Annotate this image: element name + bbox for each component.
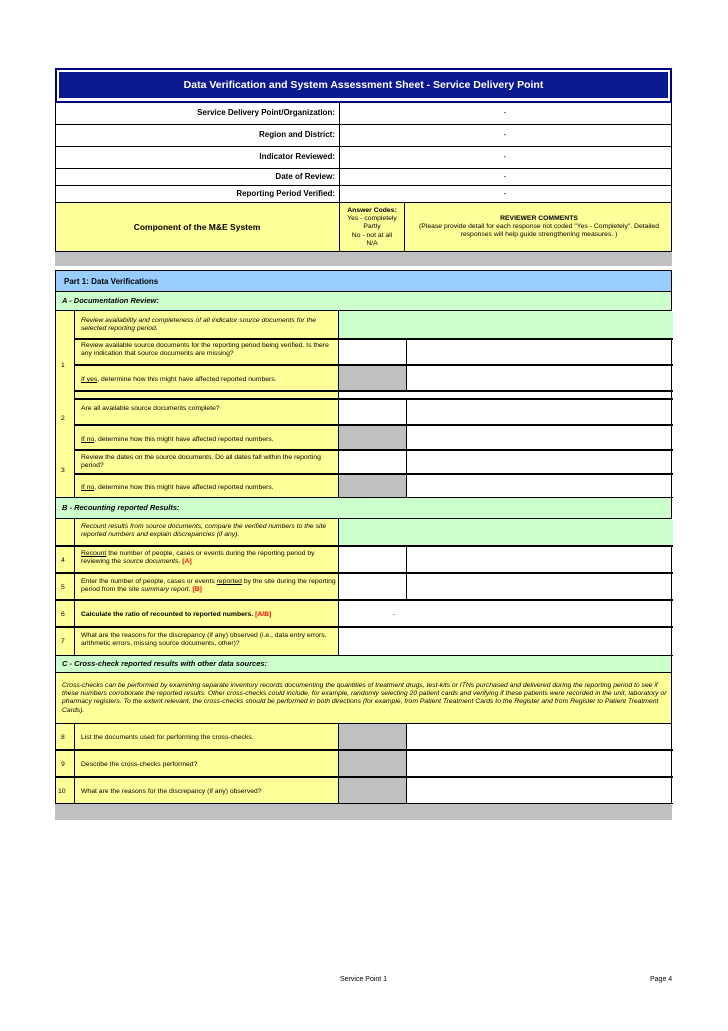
comment-2a[interactable]	[406, 399, 673, 425]
comment-1b[interactable]	[406, 365, 673, 391]
comment-2b[interactable]	[406, 425, 673, 450]
comment-10[interactable]	[406, 777, 673, 804]
component-header: Component of the M&E System	[133, 222, 261, 232]
column-header	[55, 202, 672, 252]
organization-value[interactable]: -	[503, 108, 507, 117]
info-row-organization: Service Delivery Point/Organization: -	[55, 103, 672, 125]
answer-4[interactable]	[338, 546, 407, 573]
title-bar	[55, 68, 672, 103]
region-value[interactable]: -	[503, 130, 507, 139]
info-row-indicator: Indicator Reviewed: -	[55, 147, 672, 169]
answer-3a[interactable]	[338, 450, 407, 474]
section-c-intro: Cross-checks can be performed by examining separate inventory records documenting the quantities of treatment drugs, test-kits or ITNs purchased and delivered during the reporting period to see if these numbers corroborate the reported results. Other cross-checks could include, for example, randomly selecting 20 patient cards and verifying if these patients were recorded in the unit, laboratory or pharmacy registers. To the extent relevant, the cross-checks should be performed in both directions (for example, from Patient Treatment Cards to the Register and from Register to Patient Treatment Cards).	[55, 673, 672, 724]
section-b-header: B - Recounting reported Results:	[55, 498, 672, 519]
answer-1a[interactable]	[338, 339, 407, 365]
comment-7[interactable]	[338, 627, 673, 656]
page-title: Data Verification and System Assessment Sheet - Service Delivery Point	[59, 72, 668, 98]
reviewer-comments-header: REVIEWER COMMENTS (Please provide detail for each response not coded "Yes - Completely". Detailed responses will help guide strengthening measures. )	[419, 215, 659, 239]
row-number: 1	[61, 362, 65, 369]
part1-header: Part 1: Data Verifications	[55, 270, 672, 292]
ratio-value: -	[392, 611, 396, 618]
section-c-body: 8 List the documents used for performing the cross-checks. 9 Describe the cross-checks performed? 10 What are the reasons for the discrepancy (if any) observed?	[55, 724, 672, 804]
footer-page: Page 4	[650, 976, 673, 983]
section-a-body: Review availability and completeness of all indicator source documents for the selected reporting period. Review available source documents for the reporting period being verified. Is there any indication that source documents are missing? If yes, determine how this might have affected reported numbers. 1 Are all available source documents complete? If no, determine how this might have affected reported numbers. 2 Review the dates on the source documents. Do all dates fall within the reporting period? If no, determine how this might have affected reported numbers. 3	[55, 311, 672, 498]
row-number: 3	[61, 467, 65, 474]
footer-center: Service Point 1	[340, 976, 388, 983]
section-a-header: A - Documentation Review:	[55, 292, 672, 311]
comment-3a[interactable]	[406, 450, 673, 474]
answer-5[interactable]	[338, 573, 407, 600]
comment-9[interactable]	[406, 750, 673, 777]
answer-2a[interactable]	[338, 399, 407, 425]
comment-3b[interactable]	[406, 474, 673, 498]
bottom-band	[55, 804, 672, 820]
comment-8[interactable]	[406, 724, 673, 750]
info-row-region: Region and District: -	[55, 125, 672, 147]
spacer-band	[55, 252, 672, 266]
comment-5[interactable]	[406, 573, 673, 600]
section-b-body: Recount results from source documents, compare the verified numbers to the site reported numbers and explain discrepancies (if any). 4 Recount the number of people, cases or events during the reporting period by reviewing the source documents. [A] 5 Enter the number of people, cases or events reported by the site during the reporting period from the site summary report. [B] 6 Calculate the ratio of recounted to reported numbers. [A/B] - 7 What are the reasons for the discrepancy (if any) observed (i.e., data entry errors, arithmetic errors, missing source documents, other)?	[55, 519, 672, 656]
period-value[interactable]: -	[503, 189, 507, 198]
indicator-value[interactable]: -	[503, 152, 507, 161]
row-number: 2	[61, 415, 65, 422]
comment-1a[interactable]	[406, 339, 673, 365]
section-c-header: C - Cross-check reported results with other data sources:	[55, 656, 672, 673]
info-row-period: Reporting Period Verified: -	[55, 186, 672, 203]
info-row-date: Date of Review: -	[55, 169, 672, 186]
date-value[interactable]: -	[503, 172, 507, 181]
comment-4[interactable]	[406, 546, 673, 573]
answer-codes: Answer Codes: Yes - completely Partly No - not at all N/A	[347, 207, 397, 247]
